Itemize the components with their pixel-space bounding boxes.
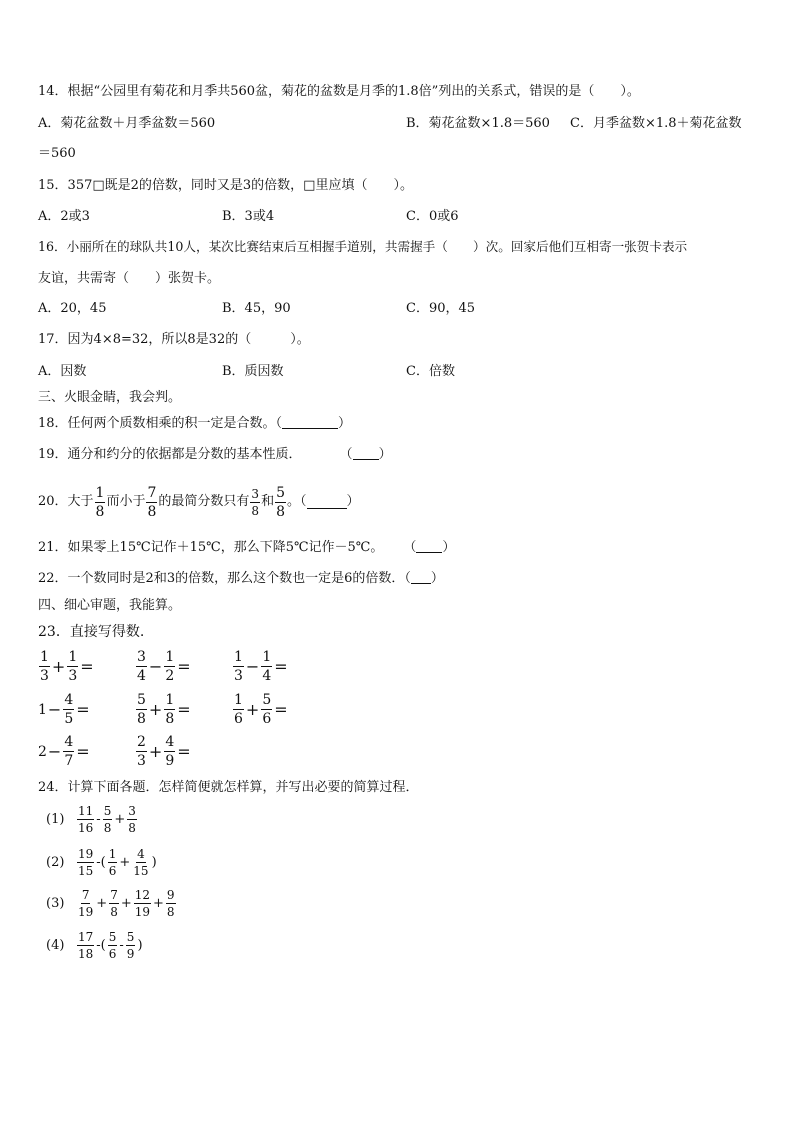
question-24-title: 24．计算下面各题．怎样简便就怎样算，并写出必要的简算过程． bbox=[38, 780, 419, 795]
question-20 bbox=[38, 482, 764, 522]
numerator: 7 bbox=[81, 888, 90, 902]
q17-option-b[interactable]: B．质因数 bbox=[222, 364, 284, 379]
operator: + bbox=[245, 700, 260, 719]
denominator: 19 bbox=[134, 905, 151, 919]
q20-text-4: 和 bbox=[261, 494, 275, 509]
numerator: 19 bbox=[78, 847, 94, 861]
denominator: 3 bbox=[40, 668, 49, 684]
q18-text: 18．任何两个质数相乘的积一定是合数。（ bbox=[38, 416, 283, 431]
q18-close: ） bbox=[338, 416, 352, 431]
numerator: 4 bbox=[137, 847, 145, 861]
q20-text-5: 。（ bbox=[287, 494, 307, 509]
denominator: 8 bbox=[110, 905, 118, 919]
oral-item bbox=[135, 693, 192, 726]
fraction bbox=[136, 735, 147, 768]
operator: + bbox=[148, 742, 163, 761]
denominator: 15 bbox=[78, 864, 94, 878]
fraction bbox=[164, 693, 175, 726]
numerator: 5 bbox=[108, 930, 117, 944]
section-3-heading: 三、火眼金睛，我会判。 bbox=[38, 390, 182, 405]
denominator: 8 bbox=[103, 821, 112, 835]
whole-number: 1 bbox=[38, 701, 47, 718]
calc-expression-3 bbox=[46, 889, 177, 918]
fraction bbox=[77, 805, 94, 834]
expression-label: (2) bbox=[46, 855, 65, 870]
denominator: 3 bbox=[68, 668, 78, 684]
section-4-heading: 四、细心审题，我能算。 bbox=[38, 598, 182, 613]
q19-text: 19．通分和约分的依据都是分数的基本性质． bbox=[38, 447, 302, 462]
numerator: 4 bbox=[64, 692, 74, 708]
fraction bbox=[134, 889, 151, 918]
denominator: 5 bbox=[64, 711, 74, 727]
q22-answer-blank[interactable] bbox=[411, 571, 431, 584]
q21-answer-blank[interactable] bbox=[416, 540, 442, 553]
numerator: 3 bbox=[128, 804, 136, 818]
fraction bbox=[103, 805, 113, 834]
fraction bbox=[108, 848, 118, 877]
q15-option-c[interactable]: C．0或6 bbox=[406, 209, 459, 224]
fraction bbox=[127, 805, 137, 834]
numerator: 1 bbox=[68, 649, 78, 665]
operator: -( bbox=[96, 938, 106, 953]
numerator: 7 bbox=[110, 888, 118, 902]
fraction bbox=[250, 488, 260, 517]
fraction bbox=[67, 650, 78, 683]
question-14-stem: 14．根据“公园里有菊花和月季共560盆，菊花的盆数是月季的1.8倍”列出的关系式，错误的是（ ）。 bbox=[38, 84, 640, 99]
q15-option-b[interactable]: B．3或4 bbox=[222, 209, 275, 224]
q14-option-c[interactable]: C．月季盆数×1.8＋菊花盆数 bbox=[570, 116, 742, 131]
oral-item bbox=[232, 650, 289, 683]
question-22 bbox=[38, 570, 764, 588]
fraction bbox=[261, 693, 272, 726]
fraction bbox=[166, 889, 176, 918]
operator: − bbox=[148, 657, 163, 676]
numerator: 4 bbox=[165, 734, 175, 750]
numerator: 5 bbox=[103, 804, 112, 818]
equals-sign: = bbox=[76, 742, 90, 761]
fraction bbox=[109, 889, 119, 918]
fraction bbox=[164, 735, 175, 768]
denominator: 3 bbox=[137, 753, 146, 769]
fraction bbox=[164, 650, 175, 683]
question-18 bbox=[38, 415, 764, 433]
operator: + bbox=[51, 657, 66, 676]
operator: + bbox=[114, 812, 126, 827]
fraction bbox=[95, 486, 106, 519]
operator: + bbox=[120, 896, 132, 911]
numerator: 11 bbox=[78, 804, 94, 818]
numerator: 1 bbox=[40, 649, 49, 665]
fraction bbox=[63, 735, 74, 768]
denominator: 19 bbox=[78, 905, 94, 919]
denominator: 4 bbox=[137, 668, 146, 684]
question-23-title: 23．直接写得数. bbox=[38, 624, 145, 640]
numerator: 5 bbox=[262, 692, 272, 708]
numerator: 7 bbox=[147, 484, 157, 501]
numerator: 1 bbox=[234, 649, 243, 665]
equals-sign: = bbox=[177, 742, 191, 761]
question-16-stem-cont: 友谊，共需寄（ ）张贺卡。 bbox=[38, 271, 221, 286]
q16-option-b[interactable]: B．45，90 bbox=[222, 301, 291, 316]
oral-item bbox=[38, 693, 91, 726]
oral-item bbox=[135, 735, 192, 768]
denominator: 9 bbox=[126, 947, 135, 961]
fraction bbox=[132, 848, 149, 877]
fraction bbox=[136, 693, 147, 726]
q19-answer-blank[interactable] bbox=[353, 447, 379, 460]
calc-expression-2 bbox=[46, 848, 158, 877]
question-15-stem: 15．357□既是2的倍数，同时又是3的倍数，□里应填（ ）。 bbox=[38, 178, 413, 193]
q17-option-a[interactable]: A．因数 bbox=[38, 364, 87, 379]
q22-text: 22．一个数同时是2和3的倍数，那么这个数也一定是6的倍数．（ bbox=[38, 571, 411, 586]
equals-sign: = bbox=[274, 700, 288, 719]
q19-close: ） bbox=[378, 447, 392, 462]
fraction bbox=[233, 650, 244, 683]
q18-answer-blank[interactable] bbox=[282, 416, 338, 429]
q20-text-1: 20．大于 bbox=[38, 494, 94, 509]
numerator: 5 bbox=[276, 484, 285, 501]
numerator: 1 bbox=[234, 692, 243, 708]
operator: − bbox=[47, 742, 62, 761]
denominator: 3 bbox=[234, 668, 243, 684]
q20-text-3: 的最简分数只有 bbox=[158, 494, 250, 509]
denominator: 6 bbox=[108, 864, 117, 878]
question-21 bbox=[38, 539, 764, 557]
q20-answer-blank[interactable] bbox=[307, 496, 347, 509]
q20-text-2: 而小于 bbox=[106, 494, 146, 509]
fraction bbox=[126, 931, 136, 960]
q17-option-c[interactable]: C．倍数 bbox=[406, 364, 455, 379]
denominator: 2 bbox=[165, 668, 175, 684]
denominator: 8 bbox=[147, 503, 157, 520]
denominator: 8 bbox=[166, 905, 175, 919]
fraction bbox=[136, 650, 147, 683]
numerator: 9 bbox=[166, 888, 175, 902]
operator: -( bbox=[96, 855, 106, 870]
expression-label: (4) bbox=[46, 938, 65, 953]
q16-option-a[interactable]: A．20，45 bbox=[38, 301, 107, 316]
fraction bbox=[63, 693, 74, 726]
operator: + bbox=[148, 700, 163, 719]
q21-close: ） bbox=[442, 540, 456, 555]
denominator: 8 bbox=[276, 503, 285, 520]
q15-option-a[interactable]: A．2或3 bbox=[38, 209, 90, 224]
close-paren: ) bbox=[137, 938, 143, 953]
numerator: 1 bbox=[165, 692, 175, 708]
question-19 bbox=[38, 446, 764, 464]
operator: - bbox=[119, 938, 124, 953]
numerator: 17 bbox=[78, 930, 94, 944]
equals-sign: = bbox=[76, 700, 90, 719]
numerator: 2 bbox=[137, 734, 146, 750]
operator: + bbox=[96, 896, 108, 911]
calc-expression-1 bbox=[46, 805, 138, 834]
denominator: 15 bbox=[133, 864, 149, 878]
fraction bbox=[108, 931, 118, 960]
oral-item bbox=[38, 650, 95, 683]
denominator: 16 bbox=[78, 821, 94, 835]
question-17-stem: 17．因为4×8=32，所以8是32的（ ）。 bbox=[38, 332, 310, 347]
q20-close: ） bbox=[346, 494, 360, 509]
expression-label: (3) bbox=[46, 896, 65, 911]
denominator: 4 bbox=[262, 668, 272, 684]
fraction bbox=[77, 848, 94, 877]
q21-open: （ bbox=[403, 540, 417, 555]
numerator: 4 bbox=[64, 734, 74, 750]
oral-item bbox=[38, 735, 91, 768]
fraction bbox=[275, 486, 286, 519]
denominator: 6 bbox=[262, 711, 272, 727]
operator: - bbox=[96, 812, 101, 827]
denominator: 8 bbox=[95, 503, 105, 520]
whole-number: 2 bbox=[38, 743, 47, 760]
numerator: 5 bbox=[126, 930, 135, 944]
numerator: 1 bbox=[262, 649, 272, 665]
oral-item bbox=[232, 693, 289, 726]
q22-close: ） bbox=[430, 571, 444, 586]
q19-open: （ bbox=[339, 447, 353, 462]
q14-option-c-continued: ＝560 bbox=[38, 146, 76, 161]
denominator: 8 bbox=[137, 711, 146, 727]
numerator: 5 bbox=[137, 692, 146, 708]
q14-option-a[interactable]: A．菊花盆数＋月季盆数＝560 bbox=[38, 116, 216, 131]
question-16-stem: 16．小丽所在的球队共10人，某次比赛结束后互相握手道别，共需握手（ ）次。回家后他们互相寄一张贺卡表示 bbox=[38, 239, 688, 254]
numerator: 1 bbox=[165, 649, 175, 665]
denominator: 6 bbox=[234, 711, 243, 727]
denominator: 6 bbox=[108, 947, 117, 961]
expression-label: (1) bbox=[46, 812, 65, 827]
denominator: 8 bbox=[128, 821, 136, 835]
numerator: 12 bbox=[134, 888, 151, 902]
operator: − bbox=[47, 700, 62, 719]
operator: + bbox=[153, 896, 164, 911]
denominator: 7 bbox=[64, 753, 74, 769]
fraction bbox=[261, 650, 272, 683]
operator: − bbox=[245, 657, 260, 676]
operator: + bbox=[119, 855, 131, 870]
q14-option-b[interactable]: B．菊花盆数×1.8＝560 bbox=[406, 116, 550, 131]
q21-text: 21．如果零上15℃记作＋15℃，那么下降5℃记作－5℃。 bbox=[38, 540, 384, 555]
calc-expression-4 bbox=[46, 931, 144, 960]
numerator: 1 bbox=[95, 484, 105, 501]
fraction bbox=[233, 693, 244, 726]
equals-sign: = bbox=[80, 657, 94, 676]
denominator: 18 bbox=[78, 947, 94, 961]
denominator: 9 bbox=[165, 753, 175, 769]
equals-sign: = bbox=[177, 700, 191, 719]
numerator: 3 bbox=[251, 486, 260, 501]
fraction bbox=[77, 889, 94, 918]
denominator: 8 bbox=[165, 711, 175, 727]
fraction bbox=[39, 650, 50, 683]
q16-option-c[interactable]: C．90，45 bbox=[406, 301, 476, 316]
fraction bbox=[146, 486, 157, 519]
denominator: 8 bbox=[251, 503, 260, 518]
numerator: 1 bbox=[108, 847, 117, 861]
oral-item bbox=[135, 650, 192, 683]
fraction bbox=[77, 931, 94, 960]
close-paren: ) bbox=[151, 855, 157, 870]
equals-sign: = bbox=[274, 657, 288, 676]
equals-sign: = bbox=[177, 657, 191, 676]
numerator: 3 bbox=[137, 649, 146, 665]
